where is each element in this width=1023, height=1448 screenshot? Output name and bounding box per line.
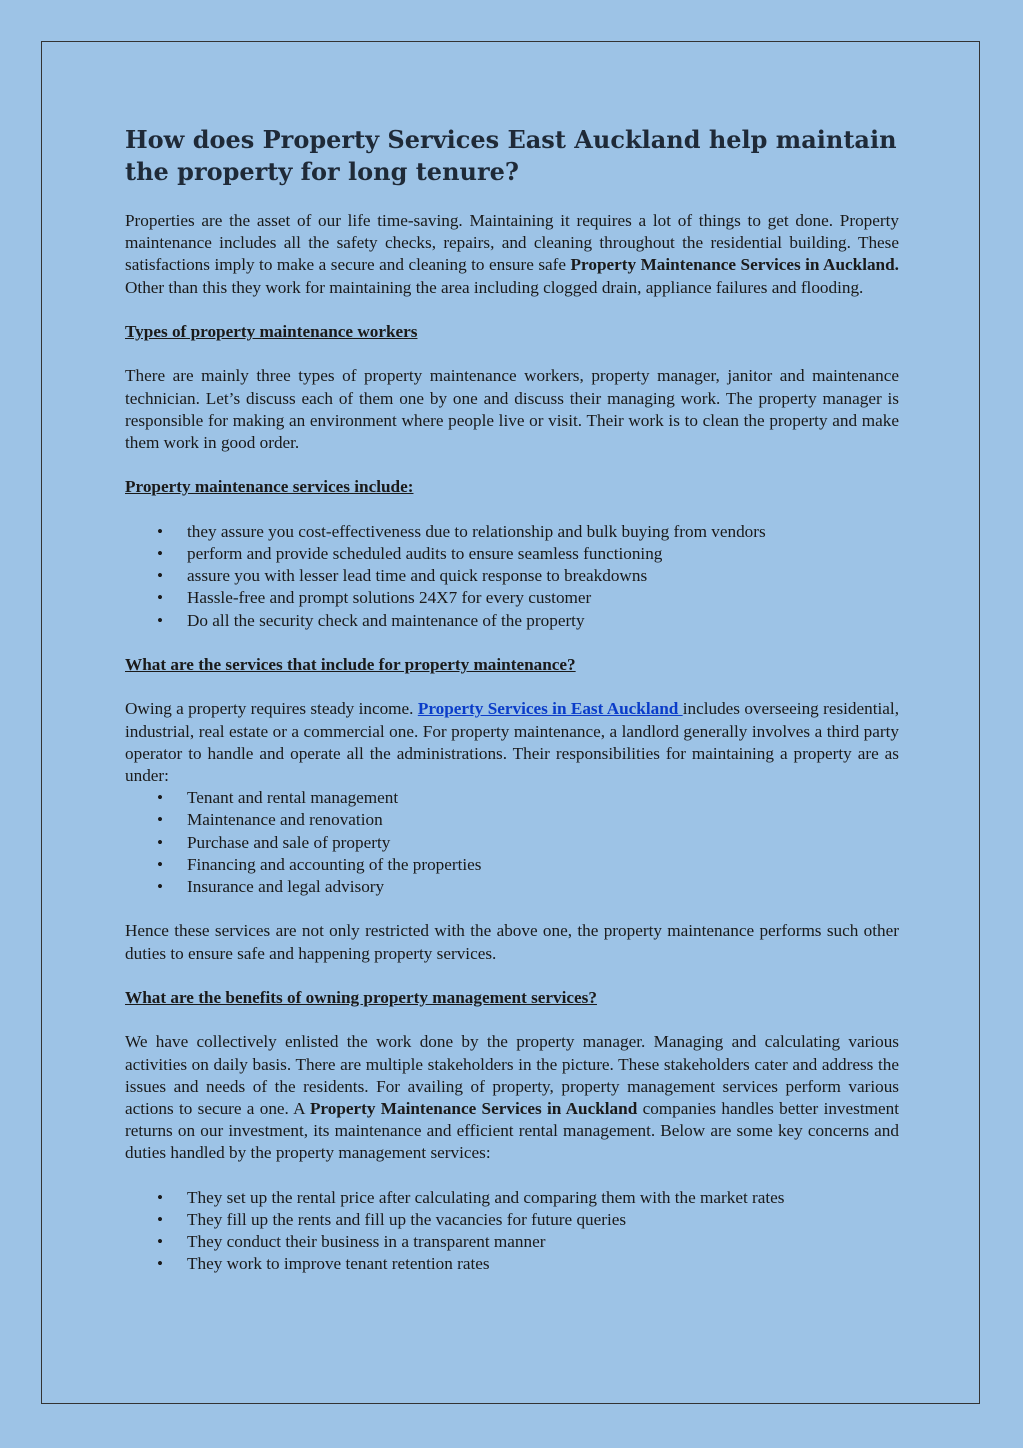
document-content [125, 124, 899, 1276]
benefits-text-1: We have collectively enlisted the work done by the property manager. Managing and calculating various activities on daily basis. There are multiple stakeholders in the picture. These stakeholders cater and address the issues and needs of the residents. For availing of property, property management services perform various actions to secure a one. A [125, 1032, 899, 1118]
benefits-bold-text: Property Maintenance Services in Auckland [309, 1098, 638, 1118]
list-item: • Maintenance and renovation [187, 809, 899, 831]
list-item: • Financing and accounting of the properties [187, 854, 899, 876]
list-item: • perform and provide scheduled audits to ensure seamless functioning [187, 543, 899, 565]
page-title: How does Property Services East Auckland help maintain the property for long tenure? [125, 125, 897, 186]
intro-paragraph [125, 210, 899, 299]
list-item: • Insurance and legal advisory [187, 876, 899, 898]
list-item: • Tenant and rental management [187, 787, 899, 809]
list-item: • They conduct their business in a transparent manner [187, 1231, 899, 1253]
section-maintenance-closing: Hence these services are not only restricted with the above one, the property maintenance performs such other duties to ensure safe and happening property services. [125, 921, 899, 963]
section-benefits-paragraph [125, 1031, 899, 1164]
services-include-list [125, 521, 899, 632]
list-item: • They fill up the rents and fill up the vacancies for future queries [187, 1209, 899, 1231]
section-heading-types: Types of property maintenance workers [125, 322, 418, 341]
list-item: • they assure you cost-effectiveness due to relationship and bulk buying from vendors [187, 521, 899, 543]
list-item: • They work to improve tenant retention rates [187, 1253, 899, 1275]
benefits-list [125, 1187, 899, 1276]
property-services-link[interactable]: Property Services in East Auckland [417, 699, 683, 719]
maintenance-text-1: Owing a property requires steady income. [125, 699, 418, 719]
intro-bold-text: Property Maintenance Services in Auckland. [570, 255, 899, 275]
section-maintenance-paragraph [125, 698, 899, 787]
section-heading-benefits: What are the benefits of owning property management services? [125, 987, 597, 1007]
intro-text-2: Other than this they work for maintaining the area including clogged drain, appliance failures and flooding. [125, 277, 864, 297]
section-heading-services-include: Property maintenance services include: [125, 477, 414, 497]
section-heading-maintenance-services: What are the services that include for property maintenance? [125, 654, 576, 674]
list-item: • assure you with lesser lead time and quick response to breakdowns [187, 565, 899, 587]
list-item: • Purchase and sale of property [187, 832, 899, 854]
list-item: • Hassle-free and prompt solutions 24X7 for every customer [187, 587, 899, 609]
intro-text-1: Properties are the asset of our life time-saving. Maintaining it requires a lot of things to get done. Property maintenance includes all the safety checks, repairs, and cleaning throughout the residential building. These satisfactions imply to make a secure and cleaning to ensure safe [125, 211, 899, 275]
benefits-text-2: companies handles better investment returns on our investment, its maintenance and efficient rental management. Below are some key concerns and duties handled by the property management services: [125, 1098, 899, 1163]
list-item: • They set up the rental price after calculating and comparing them with the market rates [187, 1187, 899, 1209]
list-item: • Do all the security check and maintenance of the property [187, 610, 899, 632]
document-page [41, 41, 980, 1404]
maintenance-text-2: includes overseeing residential, industrial, real estate or a commercial one. For property maintenance, a landlord generally involves a third party operator to handle and operate all the administrations. Their responsibilities for maintaining a property are as under: [125, 699, 899, 785]
section-types-paragraph: There are mainly three types of property maintenance workers, property manager, janitor and maintenance technician. Let’s discuss each of them one by one and discuss their managing work. The property manager is responsible for making an environment where people live or visit. Their work is to clean the property and make them work in good order. [125, 366, 899, 452]
responsibilities-list [125, 787, 899, 898]
